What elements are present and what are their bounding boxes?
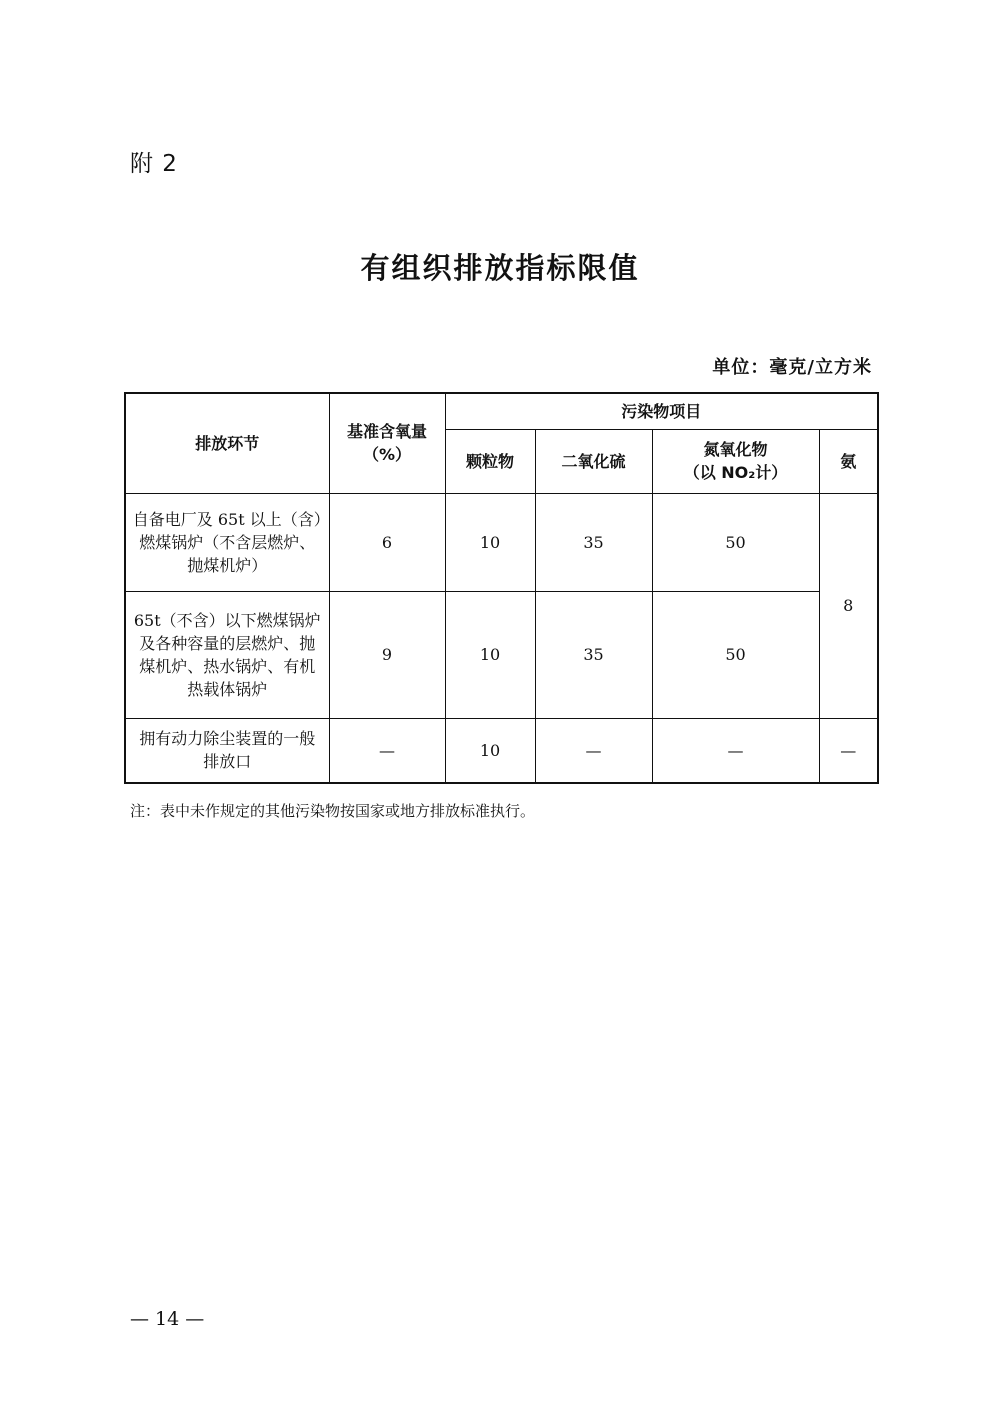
header-so2: 二氧化硫 bbox=[535, 429, 652, 493]
header-oxygen-line2: （%） bbox=[362, 445, 412, 465]
header-pollutants-group: 污染物项目 bbox=[445, 393, 878, 429]
table-row bbox=[125, 591, 878, 718]
table-row bbox=[125, 493, 878, 591]
oxygen-cell: 6 bbox=[329, 493, 445, 591]
nox-cell: — bbox=[652, 718, 819, 783]
header-stage: 排放环节 bbox=[125, 393, 329, 493]
particulate-cell: 10 bbox=[445, 493, 535, 591]
so2-cell: — bbox=[535, 718, 652, 783]
stage-cell: 自备电厂及 65t 以上（含）燃煤锅炉（不含层燃炉、抛煤机炉） bbox=[125, 493, 329, 591]
page-number: — 14 — bbox=[130, 1308, 205, 1330]
header-nox-line1: 氮氧化物 bbox=[703, 440, 768, 459]
ammonia-cell: — bbox=[819, 718, 878, 783]
table-row bbox=[125, 718, 878, 783]
header-particulate: 颗粒物 bbox=[445, 429, 535, 493]
header-ammonia: 氨 bbox=[819, 429, 878, 493]
table-note: 注：表中未作规定的其他污染物按国家或地方排放标准执行。 bbox=[130, 802, 536, 820]
so2-cell: 35 bbox=[535, 591, 652, 718]
stage-cell: 拥有动力除尘装置的一般排放口 bbox=[125, 718, 329, 783]
ammonia-merged-cell: 8 bbox=[819, 493, 878, 718]
oxygen-cell: 9 bbox=[329, 591, 445, 718]
oxygen-cell: — bbox=[329, 718, 445, 783]
stage-cell: 65t（不含）以下燃煤锅炉及各种容量的层燃炉、抛煤机炉、热水锅炉、有机热载体锅炉 bbox=[125, 591, 329, 718]
document-title: 有组织排放指标限值 bbox=[360, 251, 640, 285]
header-oxygen bbox=[329, 393, 445, 493]
header-nox-line2: （以 NO₂计） bbox=[683, 463, 788, 482]
header-oxygen-line1: 基准含氧量 bbox=[346, 422, 427, 442]
emission-limits-table bbox=[124, 392, 879, 784]
so2-cell: 35 bbox=[535, 493, 652, 591]
annex-label: 附 2 bbox=[130, 151, 178, 177]
nox-cell: 50 bbox=[652, 493, 819, 591]
nox-cell: 50 bbox=[652, 591, 819, 718]
unit-label: 单位：毫克/立方米 bbox=[712, 357, 872, 378]
header-nox bbox=[652, 429, 819, 493]
particulate-cell: 10 bbox=[445, 591, 535, 718]
particulate-cell: 10 bbox=[445, 718, 535, 783]
